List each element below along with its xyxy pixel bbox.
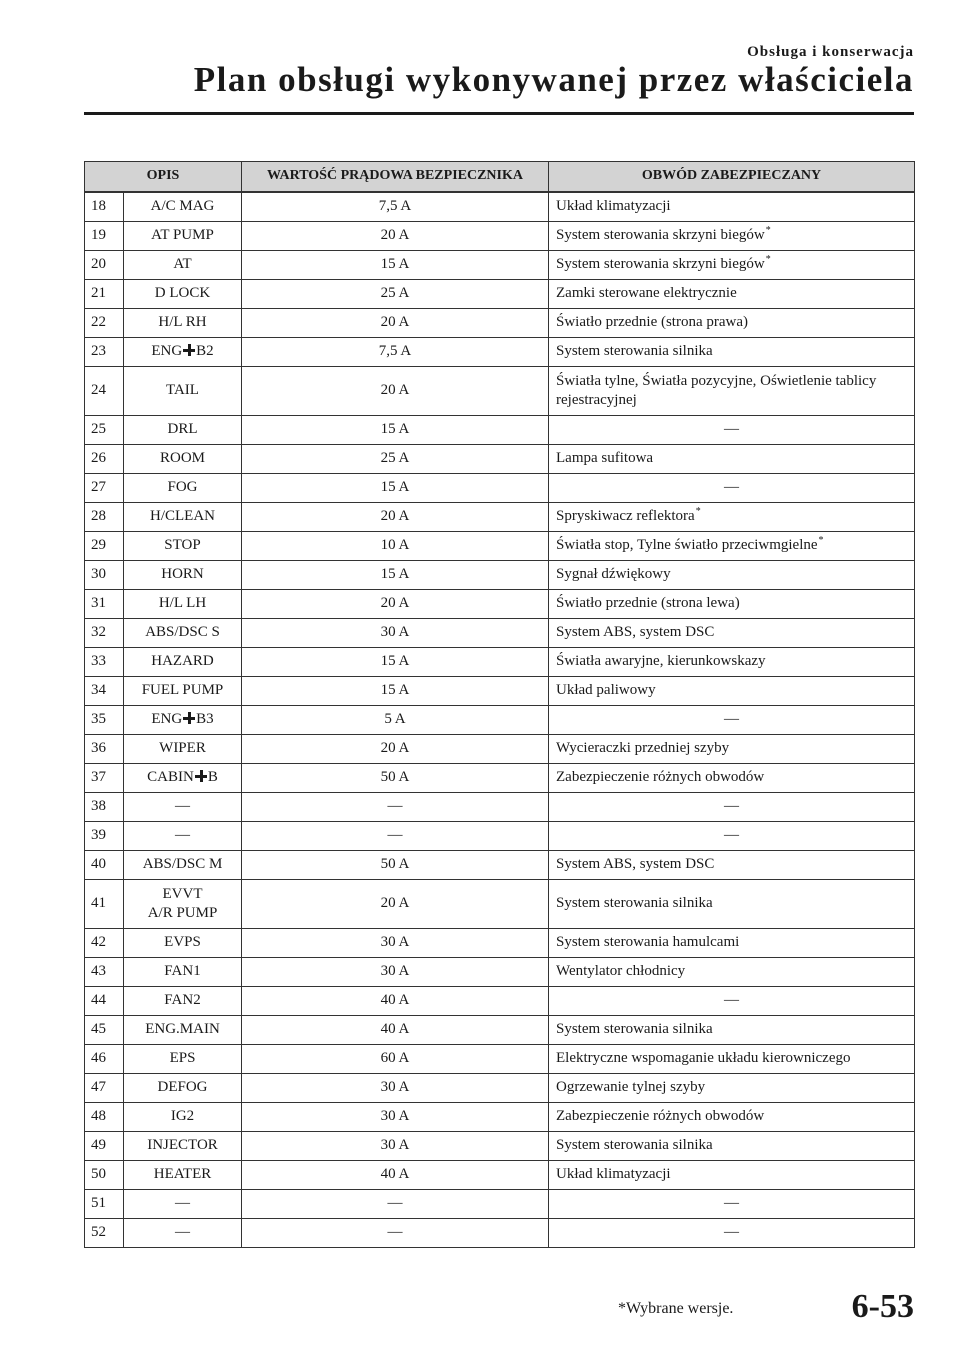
fuse-name-part: B3 (196, 711, 214, 728)
fuse-name (124, 1219, 242, 1248)
fuse-name-part: STOP (164, 537, 201, 554)
table-row (85, 280, 915, 309)
fuse-name (124, 648, 242, 677)
fuse-amperage: 50 A (242, 851, 549, 880)
fuse-amperage: 20 A (242, 880, 549, 929)
table-row (85, 706, 915, 735)
fuse-number: 21 (85, 280, 124, 309)
circuit-text: Układ klimatyzacji (556, 1166, 671, 1183)
circuit-text: Wentylator chłodnicy (556, 963, 686, 980)
fuse-name (124, 1161, 242, 1190)
fuse-amperage: 30 A (242, 958, 549, 987)
circuit-text: Wycieraczki przedniej szyby (556, 740, 730, 757)
circuit-text: — (724, 711, 739, 728)
table-row (85, 677, 915, 706)
fuse-number: 31 (85, 590, 124, 619)
fuse-name (124, 1074, 242, 1103)
page-title: Plan obsługi wykonywanej przez właściciela (193, 60, 914, 99)
fuse-number: 29 (85, 532, 124, 561)
fuse-name-part: D LOCK (154, 285, 211, 302)
footnote: *Wybrane wersje. (618, 1300, 734, 1317)
circuit-text: Układ klimatyzacji (556, 198, 671, 215)
table-row (85, 793, 915, 822)
fuse-name (124, 764, 242, 793)
fuse-number: 32 (85, 619, 124, 648)
section-title: Obsługa i konserwacja (747, 44, 914, 60)
circuit-text: System sterowania silnika (556, 895, 713, 912)
table-row (85, 1103, 915, 1132)
protected-circuit (549, 958, 915, 987)
fuse-table (84, 161, 915, 1248)
fuse-name-part: B (207, 769, 218, 786)
protected-circuit (549, 503, 915, 532)
fuse-amperage: 40 A (242, 1016, 549, 1045)
fuse-name (124, 1016, 242, 1045)
table-row (85, 1045, 915, 1074)
table-row (85, 958, 915, 987)
fuse-amperage: — (242, 1219, 549, 1248)
protected-circuit (549, 367, 915, 416)
table-row (85, 503, 915, 532)
fuse-name-part: A/R PUMP (147, 905, 218, 921)
fuse-name-part: DEFOG (157, 1079, 208, 1096)
fuse-amperage: — (242, 793, 549, 822)
protected-circuit (549, 445, 915, 474)
fuse-name-part: IG2 (170, 1108, 195, 1125)
plus-icon (183, 712, 195, 724)
protected-circuit (549, 648, 915, 677)
fuse-amperage: 40 A (242, 987, 549, 1016)
table-row (85, 590, 915, 619)
fuse-name-part: EPS (169, 1050, 196, 1067)
table-row (85, 192, 915, 222)
table-row (85, 251, 915, 280)
fuse-name (124, 338, 242, 367)
table-row (85, 822, 915, 851)
fuse-amperage: 7,5 A (242, 338, 549, 367)
fuse-number: 30 (85, 561, 124, 590)
circuit-text: System sterowania silnika (556, 1021, 713, 1038)
fuse-name-part: — (175, 1224, 190, 1241)
protected-circuit (549, 474, 915, 503)
fuse-name-part: HAZARD (151, 653, 214, 670)
fuse-amperage: 15 A (242, 251, 549, 280)
fuse-number: 34 (85, 677, 124, 706)
page-number: 6-53 (851, 1288, 914, 1325)
fuse-name-part: FOG (167, 479, 198, 496)
plus-icon (183, 344, 195, 356)
circuit-text: Światła awaryjne, kierunkowskazy (556, 653, 766, 670)
fuse-amperage: 15 A (242, 474, 549, 503)
fuse-amperage: 40 A (242, 1161, 549, 1190)
fuse-name-part: FUEL PUMP (141, 682, 224, 699)
table-row (85, 367, 915, 416)
fuse-name (124, 880, 242, 929)
circuit-text: Układ paliwowy (556, 682, 656, 699)
table-row (85, 851, 915, 880)
protected-circuit (549, 851, 915, 880)
circuit-text: Światło przednie (strona lewa) (556, 595, 740, 612)
fuse-name (124, 192, 242, 222)
table-row (85, 880, 915, 929)
fuse-name-part: ROOM (159, 450, 205, 467)
fuse-name (124, 280, 242, 309)
fuse-number: 20 (85, 251, 124, 280)
fuse-number: 24 (85, 367, 124, 416)
fuse-amperage: — (242, 822, 549, 851)
fuse-name-part: B2 (196, 343, 214, 360)
fuse-name-part: — (175, 827, 190, 844)
circuit-text: Elektryczne wspomaganie układu kierowniczego (556, 1050, 851, 1067)
circuit-text: — (724, 992, 739, 1009)
table-row (85, 648, 915, 677)
fuse-number: 37 (85, 764, 124, 793)
protected-circuit (549, 1103, 915, 1132)
fuse-name (124, 367, 242, 416)
fuse-amperage: 50 A (242, 764, 549, 793)
protected-circuit (549, 1190, 915, 1219)
fuse-number: 45 (85, 1016, 124, 1045)
protected-circuit (549, 338, 915, 367)
circuit-text: System sterowania skrzyni biegów (556, 256, 765, 273)
fuse-amperage: 20 A (242, 367, 549, 416)
fuse-number: 23 (85, 338, 124, 367)
circuit-text: System sterowania silnika (556, 1137, 713, 1154)
protected-circuit (549, 1161, 915, 1190)
fuse-number: 40 (85, 851, 124, 880)
fuse-number: 52 (85, 1219, 124, 1248)
fuse-number: 33 (85, 648, 124, 677)
protected-circuit (549, 222, 915, 251)
circuit-text: Spryskiwacz reflektora (556, 508, 695, 525)
protected-circuit (549, 192, 915, 222)
footnote-asterisk: * (765, 254, 771, 266)
circuit-text: — (724, 479, 739, 496)
protected-circuit (549, 561, 915, 590)
fuse-name-part: FAN1 (164, 963, 201, 980)
fuse-name-part: TAIL (166, 382, 199, 399)
table-row (85, 222, 915, 251)
fuse-name (124, 1103, 242, 1132)
circuit-text: rejestracyjnej (556, 392, 637, 408)
table-row (85, 619, 915, 648)
fuse-name (124, 561, 242, 590)
fuse-amperage: 30 A (242, 929, 549, 958)
table-row (85, 338, 915, 367)
protected-circuit (549, 590, 915, 619)
fuse-name-part: EVVT (162, 885, 203, 902)
fuse-number: 35 (85, 706, 124, 735)
fuse-amperage: 25 A (242, 445, 549, 474)
protected-circuit (549, 880, 915, 929)
fuse-name (124, 958, 242, 987)
protected-circuit (549, 532, 915, 561)
table-row (85, 532, 915, 561)
circuit-text: Lampa sufitowa (556, 450, 654, 467)
header-rule (84, 112, 914, 115)
fuse-number: 26 (85, 445, 124, 474)
footnote-asterisk: * (818, 535, 824, 547)
fuse-amperage: 5 A (242, 706, 549, 735)
fuse-amperage: 20 A (242, 735, 549, 764)
fuse-table-body (85, 192, 915, 1248)
protected-circuit (549, 1132, 915, 1161)
protected-circuit (549, 309, 915, 338)
table-row (85, 309, 915, 338)
fuse-name (124, 735, 242, 764)
column-header-amperage: WARTOŚĆ PRĄDOWA BEZPIECZNIKA (242, 162, 549, 193)
protected-circuit (549, 822, 915, 851)
table-row (85, 445, 915, 474)
circuit-text: Światło przednie (strona prawa) (556, 314, 749, 331)
fuse-name-part: H/CLEAN (150, 508, 215, 525)
circuit-text: — (724, 1224, 739, 1241)
fuse-number: 51 (85, 1190, 124, 1219)
fuse-number: 25 (85, 416, 124, 445)
fuse-number: 22 (85, 309, 124, 338)
circuit-text: — (724, 827, 739, 844)
protected-circuit (549, 416, 915, 445)
fuse-name-part: AT PUMP (151, 227, 214, 244)
fuse-amperage: 30 A (242, 1103, 549, 1132)
fuse-name-part: FAN2 (164, 992, 201, 1009)
fuse-amperage: 60 A (242, 1045, 549, 1074)
fuse-amperage: 15 A (242, 677, 549, 706)
fuse-number: 46 (85, 1045, 124, 1074)
fuse-number: 39 (85, 822, 124, 851)
fuse-name-part: ENG (151, 343, 183, 360)
circuit-text: Zamki sterowane elektrycznie (556, 285, 737, 302)
table-row (85, 1219, 915, 1248)
table-row (85, 561, 915, 590)
fuse-name (124, 251, 242, 280)
fuse-name (124, 474, 242, 503)
fuse-name (124, 532, 242, 561)
fuse-name-part: HORN (161, 566, 204, 583)
fuse-number: 18 (85, 192, 124, 222)
fuse-number: 36 (85, 735, 124, 764)
fuse-number: 48 (85, 1103, 124, 1132)
protected-circuit (549, 735, 915, 764)
circuit-text: — (724, 1195, 739, 1212)
circuit-text: System sterowania skrzyni biegów (556, 227, 765, 244)
fuse-name-part: — (175, 1195, 190, 1212)
protected-circuit (549, 1219, 915, 1248)
fuse-name (124, 503, 242, 532)
fuse-amperage: 30 A (242, 1132, 549, 1161)
fuse-name-part: DRL (167, 421, 198, 438)
fuse-name-part: AT (173, 256, 192, 273)
fuse-number: 49 (85, 1132, 124, 1161)
fuse-name (124, 793, 242, 822)
table-row (85, 735, 915, 764)
fuse-name-part: EVPS (164, 934, 201, 951)
fuse-number: 27 (85, 474, 124, 503)
protected-circuit (549, 677, 915, 706)
fuse-name (124, 445, 242, 474)
table-row (85, 416, 915, 445)
protected-circuit (549, 706, 915, 735)
protected-circuit (549, 929, 915, 958)
fuse-amperage: 7,5 A (242, 192, 549, 222)
fuse-number: 47 (85, 1074, 124, 1103)
fuse-name (124, 987, 242, 1016)
fuse-number: 38 (85, 793, 124, 822)
fuse-name (124, 677, 242, 706)
protected-circuit (549, 987, 915, 1016)
protected-circuit (549, 1045, 915, 1074)
table-row (85, 987, 915, 1016)
fuse-name (124, 1132, 242, 1161)
fuse-name (124, 416, 242, 445)
fuse-amperage: 30 A (242, 619, 549, 648)
circuit-text: Ogrzewanie tylnej szyby (556, 1079, 706, 1096)
column-header-circuit: OBWÓD ZABEZPIECZANY (549, 162, 915, 193)
fuse-amperage: 20 A (242, 503, 549, 532)
table-row (85, 1074, 915, 1103)
fuse-amperage: 15 A (242, 561, 549, 590)
fuse-amperage: 10 A (242, 532, 549, 561)
column-header-description: OPIS (85, 162, 242, 193)
circuit-text: — (724, 798, 739, 815)
fuse-name-part: ENG (151, 711, 183, 728)
protected-circuit (549, 1016, 915, 1045)
fuse-amperage: 20 A (242, 590, 549, 619)
fuse-name-part: INJECTOR (147, 1137, 218, 1154)
fuse-name (124, 1045, 242, 1074)
table-row (85, 1132, 915, 1161)
fuse-amperage: 25 A (242, 280, 549, 309)
fuse-name (124, 929, 242, 958)
circuit-text: System ABS, system DSC (556, 624, 715, 641)
fuse-name-part: A/C MAG (150, 198, 215, 215)
fuse-name (124, 222, 242, 251)
fuse-name-part: HEATER (153, 1166, 212, 1183)
fuse-name-part: ABS/DSC M (142, 856, 223, 873)
fuse-name-part: — (175, 798, 190, 815)
protected-circuit (549, 1074, 915, 1103)
protected-circuit (549, 764, 915, 793)
protected-circuit (549, 251, 915, 280)
fuse-name-part: ABS/DSC S (145, 624, 220, 641)
fuse-number: 28 (85, 503, 124, 532)
fuse-name (124, 822, 242, 851)
fuse-amperage: 15 A (242, 648, 549, 677)
circuit-text: Zabezpieczenie różnych obwodów (556, 1108, 765, 1125)
table-row (85, 1016, 915, 1045)
fuse-name (124, 309, 242, 338)
fuse-number: 42 (85, 929, 124, 958)
fuse-name-part: H/L LH (158, 595, 207, 612)
footnote-asterisk: * (695, 506, 701, 518)
protected-circuit (549, 280, 915, 309)
circuit-text: — (724, 421, 739, 438)
fuse-amperage: 15 A (242, 416, 549, 445)
fuse-number: 19 (85, 222, 124, 251)
fuse-name-part: CABIN (147, 769, 194, 786)
table-row (85, 1190, 915, 1219)
fuse-amperage: 20 A (242, 222, 549, 251)
fuse-amperage: — (242, 1190, 549, 1219)
protected-circuit (549, 619, 915, 648)
fuse-name (124, 619, 242, 648)
fuse-amperage: 30 A (242, 1074, 549, 1103)
fuse-name-part: H/L RH (158, 314, 207, 331)
fuse-name (124, 706, 242, 735)
fuse-amperage: 20 A (242, 309, 549, 338)
circuit-text: Światła tylne, Światła pozycyjne, Oświetlenie tablicy (556, 372, 877, 389)
table-header-row (85, 162, 915, 193)
table-row (85, 474, 915, 503)
protected-circuit (549, 793, 915, 822)
fuse-name (124, 851, 242, 880)
table-row (85, 764, 915, 793)
table-row (85, 929, 915, 958)
fuse-number: 43 (85, 958, 124, 987)
table-row (85, 1161, 915, 1190)
fuse-name (124, 1190, 242, 1219)
circuit-text: System sterowania hamulcami (556, 934, 740, 951)
circuit-text: Światła stop, Tylne światło przeciwmgielne (556, 537, 818, 554)
fuse-number: 44 (85, 987, 124, 1016)
plus-icon (195, 770, 207, 782)
circuit-text: System sterowania silnika (556, 343, 713, 360)
circuit-text: System ABS, system DSC (556, 856, 715, 873)
circuit-text: Sygnał dźwiękowy (556, 566, 671, 583)
fuse-number: 50 (85, 1161, 124, 1190)
fuse-number: 41 (85, 880, 124, 929)
circuit-text: Zabezpieczenie różnych obwodów (556, 769, 765, 786)
footnote-asterisk: * (765, 225, 771, 237)
fuse-name-part: ENG.MAIN (145, 1021, 220, 1038)
fuse-name-part: WIPER (159, 740, 206, 757)
fuse-name (124, 590, 242, 619)
